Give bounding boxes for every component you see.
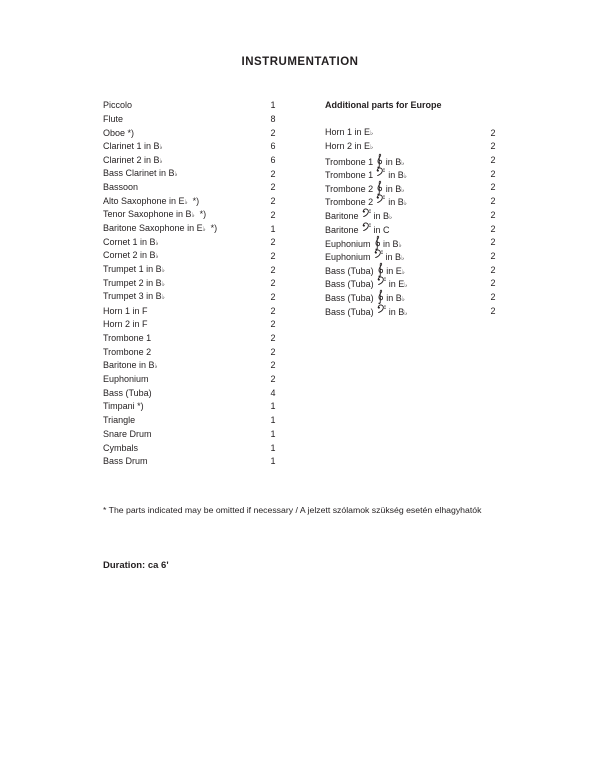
flat-sign: ♭: [403, 200, 407, 208]
flat-sign: ♭: [370, 143, 374, 151]
instrument-row: [103, 263, 280, 277]
instrument-row: [103, 332, 280, 346]
instrument-row: [103, 236, 280, 250]
instrument-row: [103, 414, 280, 428]
instrument-name: Baritone in C: [325, 222, 486, 236]
instrument-count: 1: [270, 415, 276, 426]
instrument-name: Bass (Tuba) in E♭: [325, 276, 486, 291]
instrument-name: Trumpet 2 in B♭: [103, 277, 165, 288]
list-spacer: [325, 113, 500, 127]
instrument-name: Horn 2 in F: [103, 319, 148, 330]
flat-sign: ♭: [401, 296, 405, 304]
instrument-row: [325, 236, 500, 250]
instrument-count: 2: [490, 223, 496, 234]
bass-clef-icon: [362, 222, 371, 231]
instrument-row: [325, 304, 500, 318]
instrument-count: 2: [270, 168, 276, 179]
instrument-row: [103, 428, 280, 442]
flat-sign: ♭: [154, 362, 158, 370]
instrument-count: 2: [270, 196, 276, 207]
instrument-count: 1: [270, 223, 276, 234]
instrument-count: 6: [270, 141, 276, 152]
bass-clef-icon: [377, 304, 386, 313]
instrument-name: Euphonium in B♭: [325, 249, 486, 264]
instrument-count: 2: [270, 264, 276, 275]
instrument-name: Horn 1 in E♭: [325, 127, 374, 138]
main-instrument-list: [103, 99, 280, 469]
treble-clef-icon: [377, 289, 384, 305]
instrument-row: [103, 113, 280, 127]
flat-sign: ♭: [161, 294, 165, 302]
instrument-count: 2: [270, 291, 276, 302]
instrument-count: 2: [270, 374, 276, 385]
instrument-name: Baritone in B♭: [325, 208, 486, 223]
treble-clef-icon: [376, 180, 383, 196]
instrument-name: Bassoon: [103, 182, 139, 193]
instrument-row: [325, 126, 500, 140]
instrument-count: 2: [270, 127, 276, 138]
flat-sign: ♭: [401, 269, 405, 277]
instrument-name: Bass Drum: [103, 456, 148, 467]
flat-sign: ♭: [403, 172, 407, 180]
instrument-count: 1: [270, 100, 276, 111]
instrument-count: 2: [490, 237, 496, 248]
instrument-name: Trombone 2: [103, 346, 152, 357]
instrument-name: Euphonium in B♭: [325, 235, 486, 251]
europe-parts-header: Additional parts for Europe: [325, 100, 442, 111]
flat-sign: ♭: [155, 253, 159, 261]
instrument-count: 2: [490, 291, 496, 302]
instrument-count: 2: [490, 278, 496, 289]
instrument-name: Flute: [103, 114, 124, 125]
treble-clef-icon: [377, 262, 384, 278]
instrument-row: [103, 386, 280, 400]
instrument-count: 2: [490, 141, 496, 152]
instrument-row: [325, 209, 500, 223]
instrument-row: [103, 318, 280, 332]
flat-sign: ♭: [401, 186, 405, 194]
instrument-count: 1: [270, 442, 276, 453]
flat-sign: ♭: [159, 143, 163, 151]
instrument-count: 2: [490, 127, 496, 138]
instrument-name: Bass (Tuba) in B♭: [325, 304, 486, 319]
treble-clef-icon: [376, 153, 383, 169]
flat-sign: ♭: [398, 241, 402, 249]
instrument-count: 8: [270, 114, 276, 125]
instrument-name: Horn 1 in F: [103, 305, 148, 316]
instrument-name: Timpani *): [103, 401, 144, 412]
instrument-count: 2: [490, 305, 496, 316]
instrument-count: 6: [270, 155, 276, 166]
instrument-row: [103, 140, 280, 154]
footnote: * The parts indicated may be omitted if necessary / A jelzett szólamok szükség esetén elhagyhatók: [103, 505, 482, 515]
instrument-count: 2: [490, 155, 496, 166]
instrument-row: [103, 181, 280, 195]
instrument-row: [103, 441, 280, 455]
instrument-count: 2: [270, 305, 276, 316]
instrument-name: Alto Saxophone in E♭ *): [103, 195, 200, 206]
instrument-count: 2: [490, 250, 496, 261]
instrument-row: [103, 345, 280, 359]
instrument-count: 2: [270, 250, 276, 261]
instrument-row: [325, 181, 500, 195]
instrument-name: Triangle: [103, 415, 136, 426]
duration-label: Duration: ca 6': [103, 560, 169, 571]
instrument-count: 1: [270, 456, 276, 467]
instrument-row: [325, 263, 500, 277]
instrument-count: 2: [270, 360, 276, 371]
bass-clef-icon: [377, 276, 386, 285]
instrument-name: Trombone 1 in B♭: [325, 167, 486, 182]
instrument-row: [103, 222, 280, 236]
instrument-name: Horn 2 in E♭: [325, 140, 374, 151]
instrument-name: Bass (Tuba): [103, 387, 152, 398]
europe-parts-rows: [325, 126, 500, 318]
instrument-row: [103, 209, 280, 223]
instrument-row: [103, 304, 280, 318]
instrument-row: [103, 455, 280, 469]
instrument-name: Baritone in B♭: [103, 359, 158, 370]
instrument-name: Bass Clarinet in B♭: [103, 168, 178, 179]
instrument-name: Trumpet 1 in B♭: [103, 264, 165, 275]
instrument-name: Trombone 2 in B♭: [325, 180, 486, 196]
flat-sign: ♭: [389, 213, 393, 221]
bass-clef-icon: [362, 208, 371, 217]
flat-sign: ♭: [404, 282, 408, 290]
instrument-row: [103, 359, 280, 373]
instrument-name: Oboe *): [103, 127, 135, 138]
instrument-row: [103, 277, 280, 291]
instrument-row: [103, 99, 280, 113]
instrument-name: Euphonium: [103, 374, 149, 385]
instrument-count: 2: [490, 168, 496, 179]
bass-clef-icon: [376, 167, 385, 176]
bass-clef-icon: [376, 194, 385, 203]
instrument-name: Cornet 1 in B♭: [103, 236, 159, 247]
instrument-name: Trombone 1: [103, 333, 152, 344]
instrument-name: Trumpet 3 in B♭: [103, 291, 165, 302]
instrument-name: Baritone Saxophone in E♭ *): [103, 223, 218, 234]
instrument-name: Cymbals: [103, 442, 139, 453]
instrument-count: 2: [270, 237, 276, 248]
instrument-name: Trombone 2 in B♭: [325, 194, 486, 209]
instrument-count: 2: [270, 333, 276, 344]
flat-sign: ♭: [191, 212, 195, 220]
instrument-count: 2: [490, 264, 496, 275]
flat-sign: ♭: [174, 171, 178, 179]
instrument-count: 2: [270, 209, 276, 220]
europe-parts-header-row: [325, 99, 500, 113]
flat-sign: ♭: [401, 159, 405, 167]
flat-sign: ♭: [401, 254, 405, 262]
instrument-name: Bass (Tuba) in B♭: [325, 289, 486, 305]
europe-parts-list: [325, 99, 500, 318]
instrument-count: 1: [270, 428, 276, 439]
instrument-row: [103, 195, 280, 209]
instrument-row: [103, 126, 280, 140]
flat-sign: ♭: [159, 157, 163, 165]
instrument-count: 2: [270, 278, 276, 289]
page-title: INSTRUMENTATION: [241, 56, 359, 68]
instrument-name: Snare Drum: [103, 428, 152, 439]
instrument-name: Clarinet 2 in B♭: [103, 154, 163, 165]
instrument-row: [103, 154, 280, 168]
instrument-name: Clarinet 1 in B♭: [103, 140, 163, 151]
flat-sign: ♭: [202, 226, 206, 234]
instrument-count: 2: [270, 319, 276, 330]
instrument-count: 2: [270, 346, 276, 357]
flat-sign: ♭: [161, 280, 165, 288]
instrument-row: [325, 195, 500, 209]
instrument-name: Cornet 2 in B♭: [103, 250, 159, 261]
instrument-row: [103, 291, 280, 305]
instrument-row: [103, 250, 280, 264]
instrument-name: Trombone 1 in B♭: [325, 153, 486, 169]
instrument-count: 2: [490, 209, 496, 220]
instrument-count: 1: [270, 401, 276, 412]
instrument-count: 4: [270, 387, 276, 398]
flat-sign: ♭: [155, 239, 159, 247]
instrument-name: Piccolo: [103, 100, 133, 111]
flat-sign: ♭: [404, 309, 408, 317]
instrument-row: [325, 291, 500, 305]
instrument-name: Tenor Saxophone in B♭ *): [103, 209, 207, 220]
instrument-count: 2: [490, 196, 496, 207]
instrument-row: [103, 167, 280, 181]
instrument-name: Bass (Tuba) in E♭: [325, 262, 486, 278]
bass-clef-icon: [374, 249, 383, 258]
flat-sign: ♭: [184, 198, 188, 206]
flat-sign: ♭: [370, 130, 374, 138]
flat-sign: ♭: [161, 267, 165, 275]
instrument-row: [103, 400, 280, 414]
instrument-row: [103, 373, 280, 387]
instrument-count: 2: [270, 182, 276, 193]
treble-clef-icon: [374, 235, 381, 251]
instrument-row: [325, 154, 500, 168]
instrument-count: 2: [490, 182, 496, 193]
